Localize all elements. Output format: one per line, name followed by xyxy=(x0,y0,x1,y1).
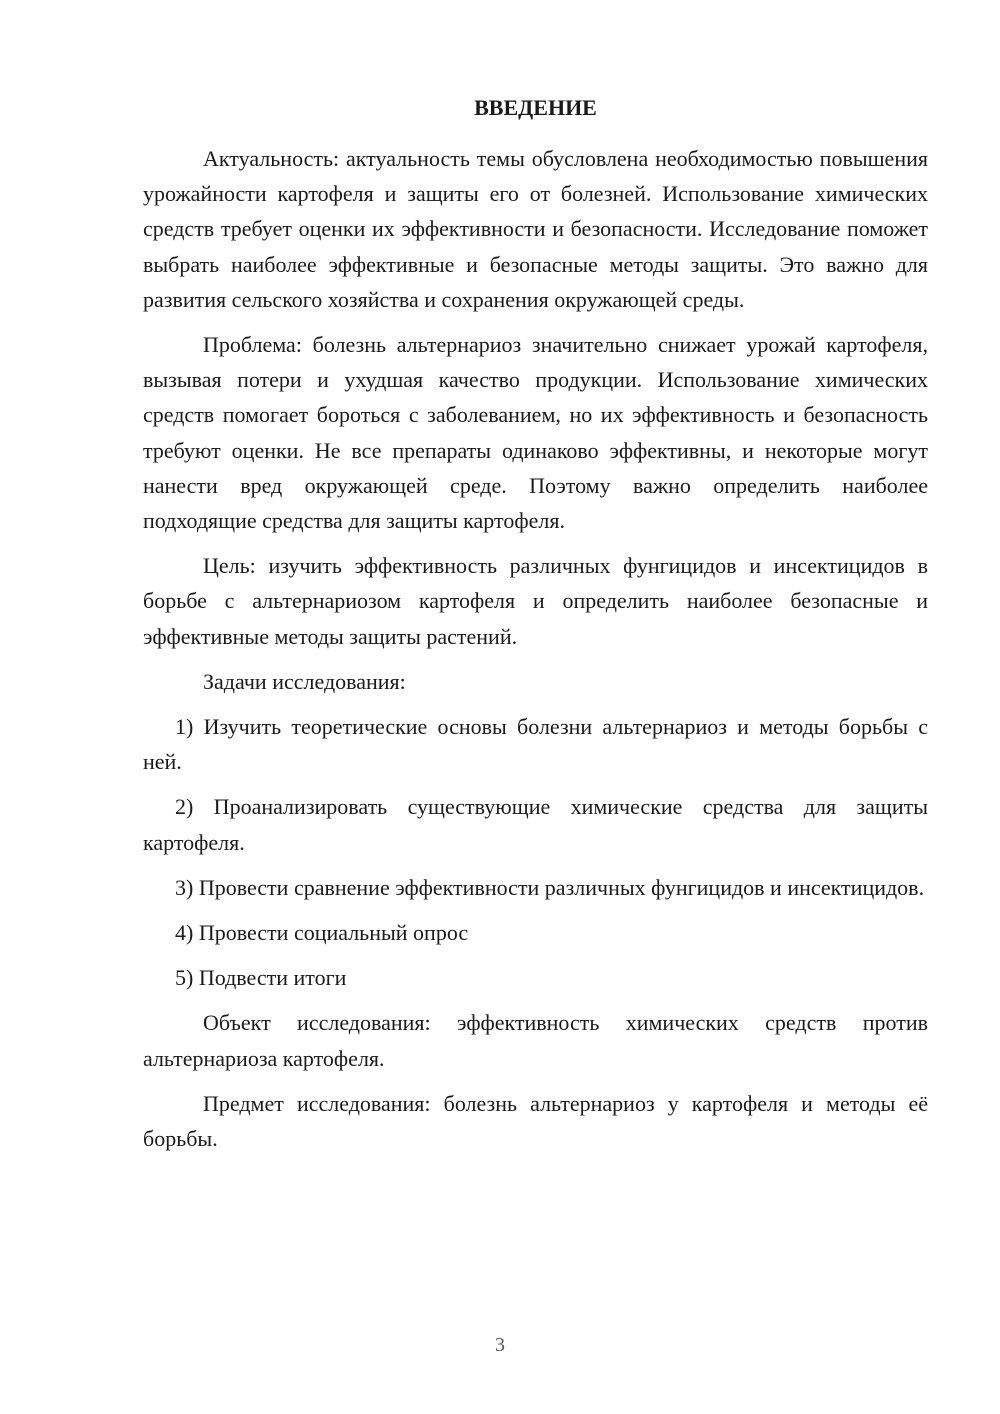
page-number: 3 xyxy=(495,1334,505,1356)
paragraph-tasks-heading: Задачи исследования: xyxy=(203,668,406,694)
task-item-3: 3) Провести сравнение эффективности различных фунгицидов и инсектицидов. xyxy=(175,874,925,900)
paragraph-goal: Цель: изучить эффективность различных фунгицидов и инсектицидов в борьбе с альтернариозом картофеля и определить наиболее безопасные и эффективные методы защиты растений. xyxy=(143,553,928,649)
task-item-2: 2) Проанализировать существующие химические средства для защиты картофеля. xyxy=(143,794,928,855)
task-item-4: 4) Провести социальный опрос xyxy=(175,920,469,946)
paragraph-problem: Проблема: болезнь альтернариоз значительно снижает урожай картофеля, вызывая потери и ухудшая качество продукции. Использование химических средств помогает бороться с заболеванием, но их эффективность и безопасность требуют оценки. Не все препараты одинаково эффективны, и некоторые могут нанести вред окружающей среде. Поэтому важно определить наиболее подходящие средства для защиты картофеля. xyxy=(143,332,928,534)
paragraph-subject: Предмет исследования: болезнь альтернариоз у картофеля и методы её борьбы. xyxy=(143,1090,928,1152)
task-item-1: 1) Изучить теоретические основы болезни альтернариоз и методы борьбы с ней. xyxy=(143,714,928,775)
task-item-5: 5) Подвести итоги xyxy=(175,965,347,991)
paragraph-relevance: Актуальность: актуальность темы обусловлена необходимостью повышения урожайности картофеля и защиты его от болезней. Использование химических средств требует оценки их эффективности и безопасности. Исследование поможет выбрать наиболее эффективные и безопасные методы защиты. Это важно для развития сельского хозяйства и сохранения окружающей среды. xyxy=(143,146,928,312)
document-page xyxy=(143,92,928,1166)
section-title: ВВЕДЕНИЕ xyxy=(474,95,597,120)
paragraph-object: Объект исследования: эффективность химических средств против альтернариоза картофеля. xyxy=(143,1010,928,1071)
